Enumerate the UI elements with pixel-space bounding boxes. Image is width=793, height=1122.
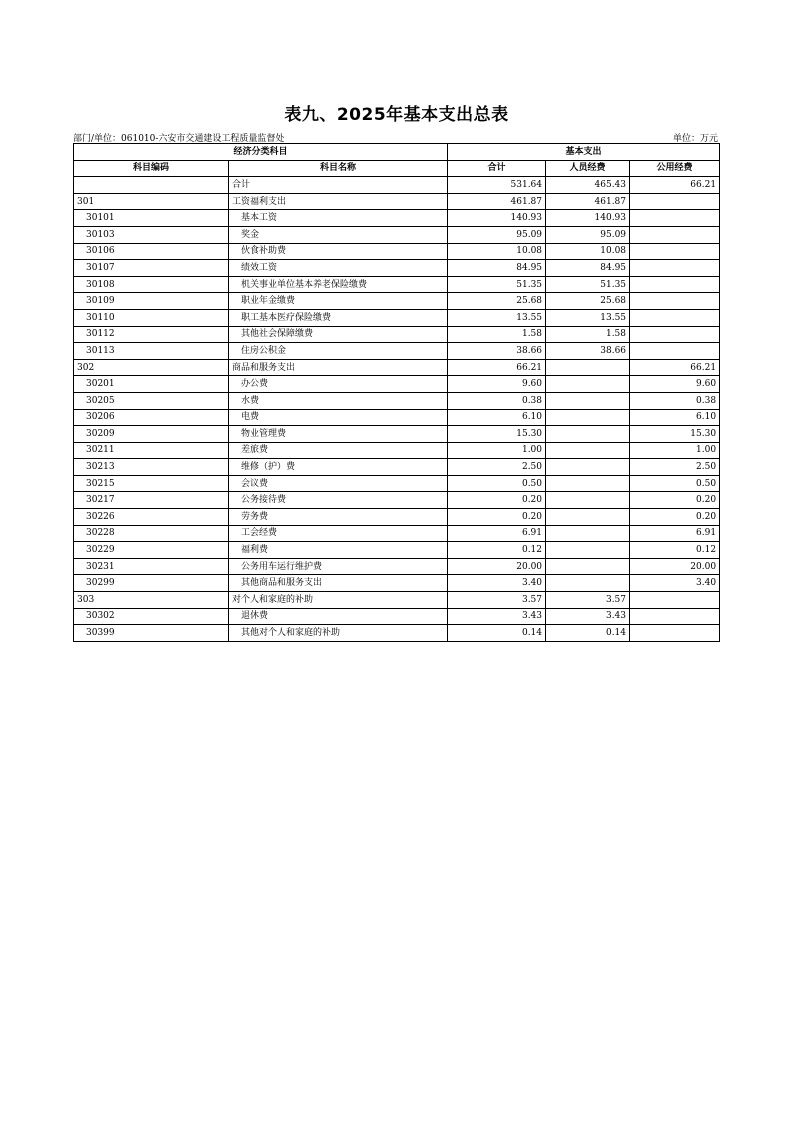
cell-name: 职工基本医疗保险缴费 xyxy=(229,309,448,326)
cell-total: 51.35 xyxy=(448,276,546,293)
cell-code: 302 xyxy=(74,359,229,376)
cell-personnel: 140.93 xyxy=(546,210,630,227)
cell-public: 66.21 xyxy=(630,359,720,376)
header-row-columns xyxy=(74,160,720,177)
header-basic-expenditure: 基本支出 xyxy=(448,144,720,161)
cell-code: 30113 xyxy=(74,343,229,360)
cell-public xyxy=(630,309,720,326)
cell-public: 2.50 xyxy=(630,459,720,476)
cell-total: 6.10 xyxy=(448,409,546,426)
cell-personnel: 95.09 xyxy=(546,226,630,243)
table-row xyxy=(74,376,720,393)
table-row xyxy=(74,260,720,277)
table-row xyxy=(74,492,720,509)
cell-public xyxy=(630,343,720,360)
cell-code: 30213 xyxy=(74,459,229,476)
page-title: 表九、2025年基本支出总表 xyxy=(284,105,509,125)
table-row xyxy=(74,426,720,443)
cell-code: 30215 xyxy=(74,475,229,492)
table-row xyxy=(74,177,720,194)
table-row xyxy=(74,193,720,210)
cell-code: 30206 xyxy=(74,409,229,426)
cell-name: 伙食补助费 xyxy=(229,243,448,260)
table-row xyxy=(74,276,720,293)
cell-name: 商品和服务支出 xyxy=(229,359,448,376)
cell-public: 6.91 xyxy=(630,525,720,542)
header-personnel: 人员经费 xyxy=(546,160,630,177)
table-row xyxy=(74,409,720,426)
header-economic-category: 经济分类科目 xyxy=(74,144,448,161)
department-label: 部门/单位：061010-六安市交通建设工程质量监督处 xyxy=(73,134,285,144)
cell-personnel: 84.95 xyxy=(546,260,630,277)
cell-personnel: 10.08 xyxy=(546,243,630,260)
cell-total: 0.14 xyxy=(448,625,546,642)
cell-code: 30109 xyxy=(74,293,229,310)
cell-personnel xyxy=(546,409,630,426)
cell-personnel xyxy=(546,575,630,592)
cell-personnel xyxy=(546,558,630,575)
cell-personnel xyxy=(546,359,630,376)
cell-personnel: 465.43 xyxy=(546,177,630,194)
cell-name: 公务用车运行维护费 xyxy=(229,558,448,575)
cell-total: 38.66 xyxy=(448,343,546,360)
table-row xyxy=(74,558,720,575)
cell-code: 30209 xyxy=(74,426,229,443)
cell-total: 13.55 xyxy=(448,309,546,326)
cell-name: 会议费 xyxy=(229,475,448,492)
unit-label: 单位：万元 xyxy=(672,134,718,144)
cell-public: 3.40 xyxy=(630,575,720,592)
cell-public: 0.38 xyxy=(630,392,720,409)
table-row xyxy=(74,392,720,409)
cell-public xyxy=(630,276,720,293)
cell-public xyxy=(630,193,720,210)
cell-public xyxy=(630,260,720,277)
cell-name: 公务接待费 xyxy=(229,492,448,509)
cell-public: 1.00 xyxy=(630,442,720,459)
cell-code: 30217 xyxy=(74,492,229,509)
cell-personnel xyxy=(546,459,630,476)
cell-public: 15.30 xyxy=(630,426,720,443)
cell-public: 66.21 xyxy=(630,177,720,194)
cell-code: 30108 xyxy=(74,276,229,293)
cell-personnel: 0.14 xyxy=(546,625,630,642)
cell-total: 95.09 xyxy=(448,226,546,243)
cell-personnel xyxy=(546,542,630,559)
header-name: 科目名称 xyxy=(229,160,448,177)
cell-code: 301 xyxy=(74,193,229,210)
cell-public xyxy=(630,326,720,343)
cell-personnel: 1.58 xyxy=(546,326,630,343)
cell-personnel xyxy=(546,492,630,509)
cell-total: 9.60 xyxy=(448,376,546,393)
table-row xyxy=(74,243,720,260)
cell-total: 0.20 xyxy=(448,509,546,526)
cell-code: 30110 xyxy=(74,309,229,326)
cell-code: 30103 xyxy=(74,226,229,243)
cell-public xyxy=(630,243,720,260)
cell-total: 531.64 xyxy=(448,177,546,194)
cell-name: 工会经费 xyxy=(229,525,448,542)
header-row-group xyxy=(74,144,720,161)
header-total: 合计 xyxy=(448,160,546,177)
table-row xyxy=(74,226,720,243)
cell-personnel: 3.57 xyxy=(546,592,630,609)
cell-personnel: 25.68 xyxy=(546,293,630,310)
cell-name: 对个人和家庭的补助 xyxy=(229,592,448,609)
cell-code: 30399 xyxy=(74,625,229,642)
table-row xyxy=(74,343,720,360)
cell-code xyxy=(74,177,229,194)
cell-personnel xyxy=(546,509,630,526)
cell-code: 30106 xyxy=(74,243,229,260)
cell-public xyxy=(630,293,720,310)
table-row xyxy=(74,525,720,542)
cell-total: 140.93 xyxy=(448,210,546,227)
header-code: 科目编码 xyxy=(74,160,229,177)
cell-code: 30231 xyxy=(74,558,229,575)
cell-total: 20.00 xyxy=(448,558,546,575)
cell-code: 30226 xyxy=(74,509,229,526)
cell-code: 303 xyxy=(74,592,229,609)
cell-name: 劳务费 xyxy=(229,509,448,526)
table-row xyxy=(74,625,720,642)
cell-public: 0.50 xyxy=(630,475,720,492)
cell-public xyxy=(630,210,720,227)
table-row xyxy=(74,359,720,376)
cell-name: 水费 xyxy=(229,392,448,409)
cell-personnel: 461.87 xyxy=(546,193,630,210)
cell-total: 3.57 xyxy=(448,592,546,609)
cell-total: 25.68 xyxy=(448,293,546,310)
cell-personnel xyxy=(546,525,630,542)
cell-personnel xyxy=(546,392,630,409)
cell-code: 30228 xyxy=(74,525,229,542)
cell-personnel xyxy=(546,376,630,393)
cell-personnel xyxy=(546,475,630,492)
cell-public: 0.20 xyxy=(630,492,720,509)
table-row xyxy=(74,326,720,343)
cell-personnel: 13.55 xyxy=(546,309,630,326)
cell-public: 0.20 xyxy=(630,509,720,526)
cell-total: 0.20 xyxy=(448,492,546,509)
cell-total: 1.58 xyxy=(448,326,546,343)
table-row xyxy=(74,210,720,227)
cell-total: 461.87 xyxy=(448,193,546,210)
cell-total: 1.00 xyxy=(448,442,546,459)
cell-code: 30211 xyxy=(74,442,229,459)
cell-name: 合计 xyxy=(229,177,448,194)
cell-name: 办公费 xyxy=(229,376,448,393)
table-row xyxy=(74,542,720,559)
table-row xyxy=(74,575,720,592)
cell-personnel xyxy=(546,426,630,443)
header-public: 公用经费 xyxy=(630,160,720,177)
expenditure-table xyxy=(73,143,720,642)
cell-public: 20.00 xyxy=(630,558,720,575)
cell-personnel: 51.35 xyxy=(546,276,630,293)
table-row xyxy=(74,442,720,459)
cell-personnel xyxy=(546,442,630,459)
cell-public: 6.10 xyxy=(630,409,720,426)
cell-total: 0.12 xyxy=(448,542,546,559)
table-row xyxy=(74,293,720,310)
cell-total: 3.40 xyxy=(448,575,546,592)
cell-name: 退休费 xyxy=(229,608,448,625)
cell-total: 2.50 xyxy=(448,459,546,476)
cell-code: 30101 xyxy=(74,210,229,227)
cell-name: 绩效工资 xyxy=(229,260,448,277)
table-row xyxy=(74,608,720,625)
cell-name: 基本工资 xyxy=(229,210,448,227)
cell-code: 30302 xyxy=(74,608,229,625)
cell-name: 差旅费 xyxy=(229,442,448,459)
cell-name: 住房公积金 xyxy=(229,343,448,360)
cell-name: 电费 xyxy=(229,409,448,426)
cell-name: 职业年金缴费 xyxy=(229,293,448,310)
cell-name: 物业管理费 xyxy=(229,426,448,443)
cell-total: 66.21 xyxy=(448,359,546,376)
cell-name: 机关事业单位基本养老保险缴费 xyxy=(229,276,448,293)
cell-name: 福利费 xyxy=(229,542,448,559)
cell-total: 0.38 xyxy=(448,392,546,409)
cell-total: 10.08 xyxy=(448,243,546,260)
table-row xyxy=(74,309,720,326)
cell-total: 6.91 xyxy=(448,525,546,542)
table-row xyxy=(74,475,720,492)
cell-name: 维修（护）费 xyxy=(229,459,448,476)
table-row xyxy=(74,459,720,476)
cell-name: 其他社会保障缴费 xyxy=(229,326,448,343)
cell-total: 15.30 xyxy=(448,426,546,443)
cell-code: 30201 xyxy=(74,376,229,393)
cell-name: 工资福利支出 xyxy=(229,193,448,210)
cell-personnel: 38.66 xyxy=(546,343,630,360)
cell-total: 0.50 xyxy=(448,475,546,492)
cell-public xyxy=(630,608,720,625)
cell-total: 3.43 xyxy=(448,608,546,625)
cell-public xyxy=(630,625,720,642)
cell-code: 30299 xyxy=(74,575,229,592)
cell-public xyxy=(630,226,720,243)
table-body xyxy=(74,177,720,642)
cell-code: 30229 xyxy=(74,542,229,559)
cell-total: 84.95 xyxy=(448,260,546,277)
table-row xyxy=(74,509,720,526)
cell-personnel: 3.43 xyxy=(546,608,630,625)
cell-public: 0.12 xyxy=(630,542,720,559)
cell-code: 30107 xyxy=(74,260,229,277)
cell-name: 其他商品和服务支出 xyxy=(229,575,448,592)
cell-name: 其他对个人和家庭的补助 xyxy=(229,625,448,642)
cell-public xyxy=(630,592,720,609)
cell-code: 30112 xyxy=(74,326,229,343)
table-row xyxy=(74,592,720,609)
cell-public: 9.60 xyxy=(630,376,720,393)
cell-code: 30205 xyxy=(74,392,229,409)
cell-name: 奖金 xyxy=(229,226,448,243)
